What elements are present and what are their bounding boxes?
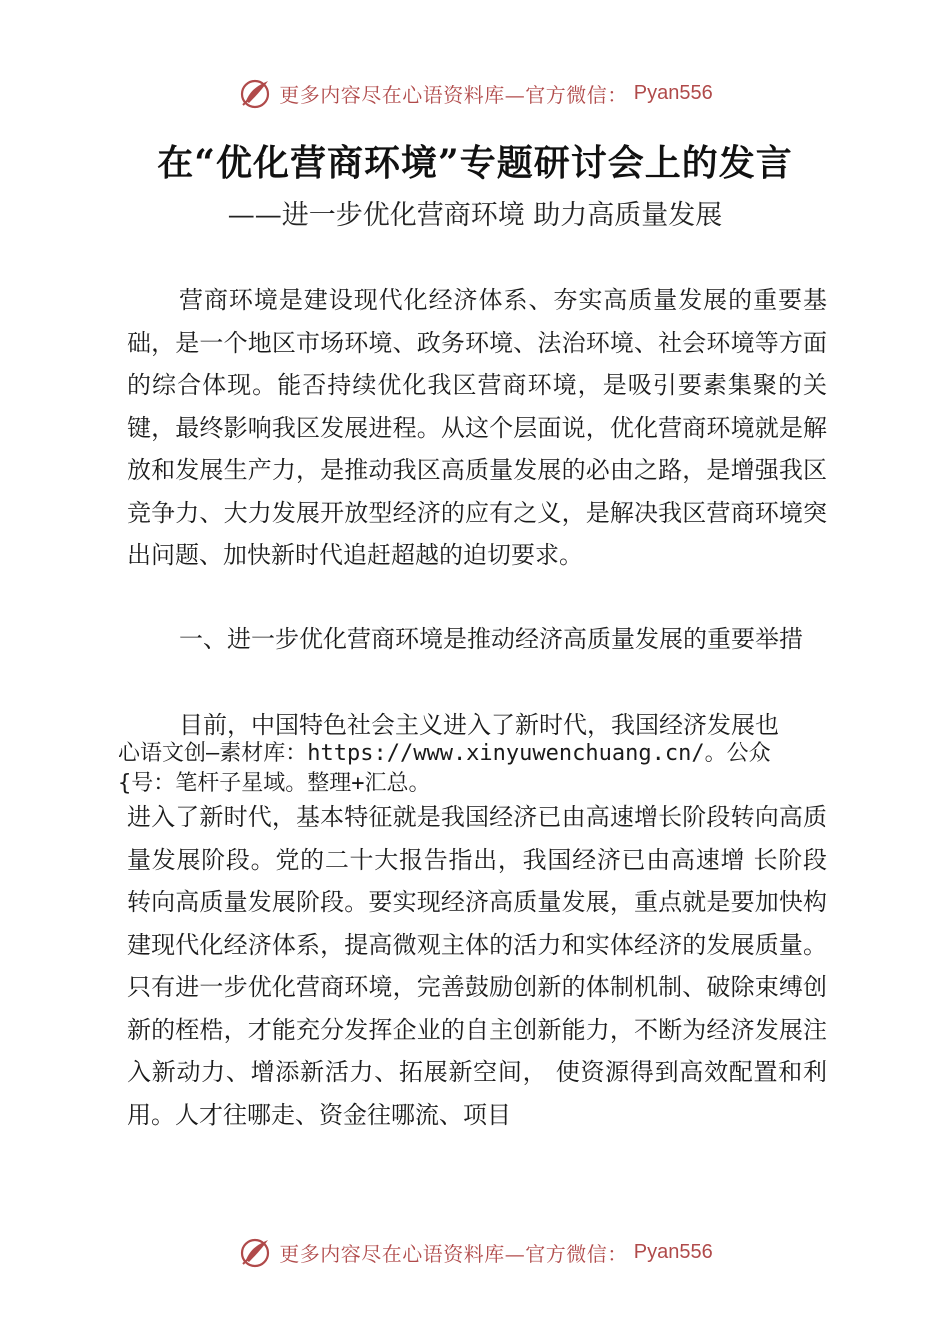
banner-text: 更多内容尽在心语资料库—官方微信： — [279, 1241, 628, 1266]
banner-wechat-id: Pyan556 — [633, 81, 713, 104]
banner-text: 更多内容尽在心语资料库—官方微信： — [279, 82, 628, 107]
footer-banner — [0, 1232, 950, 1272]
notice-line-2: {号：笔杆子星域。整理+汇总。 — [118, 771, 431, 796]
brand-logo-icon — [237, 75, 273, 111]
banner-wechat-id: Pyan556 — [633, 1240, 713, 1263]
watermark-notice — [118, 739, 838, 799]
brand-logo-icon — [237, 1234, 273, 1270]
document-title: 在“优化营商环境”专题研讨会上的发言 — [157, 142, 793, 184]
header-banner — [0, 73, 950, 113]
document-subtitle: ——进一步优化营商环境 助力高质量发展 — [227, 200, 723, 231]
paragraph-intro: 营商环境是建设现代化经济体系、夯实高质量发展的重要基础，是一个地区市场环境、政务环境、法治环境、社会环境等方面的综合体现。能否持续优化我区营商环境，是吸引要素集聚的关键，最终影响我区发展进程。从这个层面说，优化营商环境就是解放和发展生产力，是推动我区高质量发展的必由之路，是增强我区竞争力、大力发展开放型经济的应有之义，是解决我区营商环境突出问题、加快新时代追赶超越的迫切要求。 — [127, 286, 827, 569]
section-heading-1: 一、进一步优化营商环境是推动经济高质量发展的重要举措 — [179, 625, 803, 653]
paragraph-2-start: 目前，中国特色社会主义进入了新时代，我国经济发展也 — [179, 711, 779, 739]
paragraph-2-continued: 进入了新时代，基本特征就是我国经济已由高速增长阶段转向高质量发展阶段。党的二十大报告指出，我国经济已由高速增 长阶段转向高质量发展阶段。要实现经济高质量发展，重点就是要加快构建现代化经济体系，提高微观主体的活力和实体经济的发展质量。只有进一步优化营商环境，完善鼓励创新的体制机制、破除束缚创新的桎梏，才能充分发挥企业的自主创新能力，不断为经济发展注入新动力、增添新活力、拓展新空间， 使资源得到高效配置和利用。人才往哪走、资金往哪流、项目 — [127, 803, 827, 1129]
notice-line-1: 心语文创—素材库：https://www.xinyuwenchuang.cn/。公众 — [118, 741, 771, 766]
